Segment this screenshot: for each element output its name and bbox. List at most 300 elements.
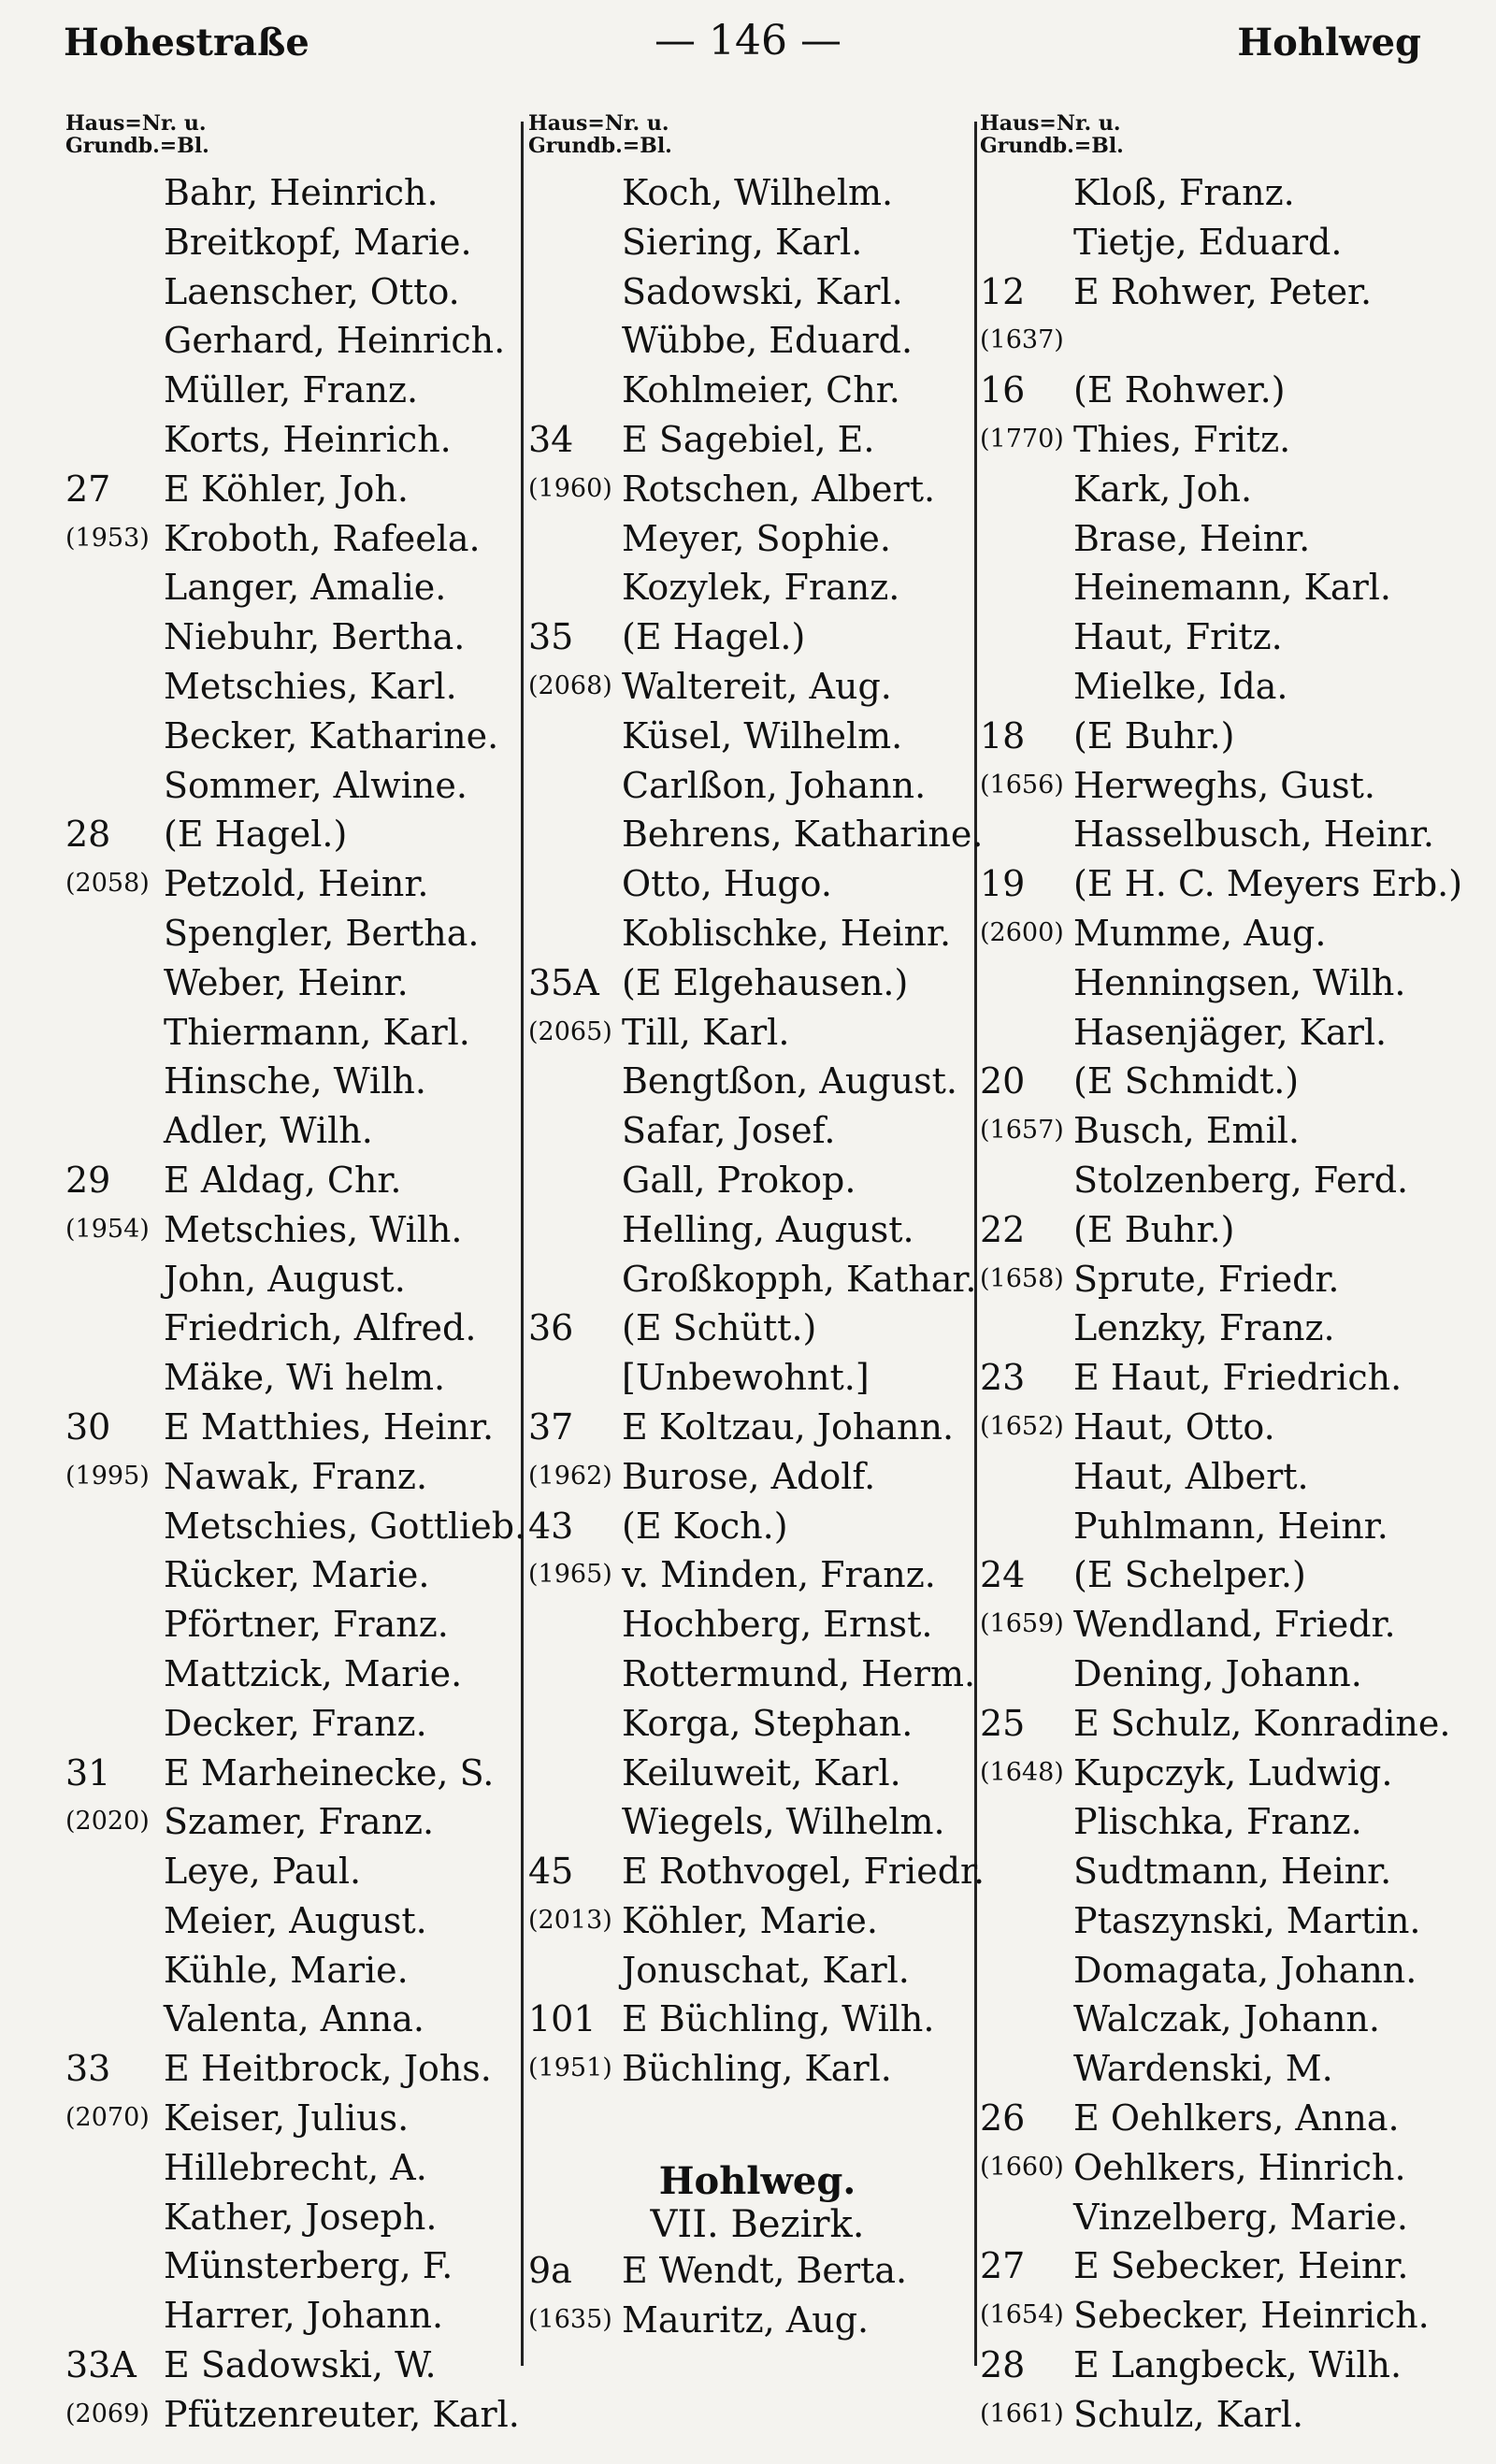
resident-name: Koblischke, Heinr. [622,912,952,954]
directory-entry [980,1896,1466,1946]
resident-name: Großkopph, Kathar. [622,1258,977,1300]
resident-name: Becker, Katharine. [164,714,499,756]
house-number: 27 [980,2245,1026,2287]
directory-entry [65,909,533,958]
house-number: 36 [528,1307,574,1349]
resident-name: Waltereit, Aug. [622,665,892,707]
directory-entry [528,1550,986,1600]
directory-entry [980,563,1466,612]
resident-name: Rücker, Marie. [164,1554,430,1596]
house-number: 29 [65,1159,111,1201]
directory-entry [65,859,533,909]
directory-entry [980,1600,1466,1650]
resident-name: Thiermann, Karl. [164,1011,470,1053]
column-header-line: Grundb.=Bl. [65,134,209,158]
directory-entry [65,1156,533,1205]
resident-name: John, August. [164,1258,406,1300]
resident-name: Lenzky, Franz. [1073,1307,1335,1349]
directory-entry [528,218,986,267]
column-header-line: Haus=Nr. u. [65,111,207,136]
directory-entry [980,1008,1466,1058]
resident-name: Spengler, Bertha. [164,912,480,954]
directory-entry [528,1057,986,1106]
house-number: 28 [980,2344,1026,2386]
house-number: 31 [65,1751,111,1794]
section-title: Hohlweg. [658,2159,856,2204]
house-number: 19 [980,863,1026,905]
directory-entry [528,1946,986,1996]
resident-name: Valenta, Anna. [164,1998,424,2040]
house-number: 9a [528,2250,572,2292]
resident-name: Kather, Joseph. [164,2196,438,2238]
resident-name: Mäke, Wi helm. [164,1357,446,1399]
land-register-number: (1995) [65,1461,150,1491]
column-header-line: Grundb.=Bl. [980,134,1124,158]
resident-name: Rottermund, Herm. [622,1652,976,1694]
directory-entry [65,662,533,712]
resident-name: (E Rohwer.) [1073,369,1286,411]
resident-name: E Marheinecke, S. [164,1751,495,1794]
directory-entry [980,2193,1466,2242]
resident-name: E Heitbrock, Johs. [164,2048,492,2090]
directory-entry [65,2143,533,2193]
directory-entry [65,1550,533,1600]
resident-name: E Köhler, Joh. [164,468,409,510]
directory-entry [528,1797,986,1847]
directory-entry [980,1304,1466,1353]
resident-name: Korts, Heinrich. [164,418,452,460]
resident-name: (E Schelper.) [1073,1554,1306,1596]
resident-name: Oehlkers, Hinrich. [1073,2146,1406,2188]
column-1 [65,112,533,2440]
directory-entry [65,1057,533,1106]
directory-entry [528,662,986,712]
directory-entry [528,1304,986,1353]
land-register-number: (1661) [980,2399,1064,2428]
running-head-left: Hohestraße [64,21,309,65]
resident-name: (E H. C. Meyers Erb.) [1073,863,1463,905]
resident-name: Büchling, Karl. [622,2048,892,2090]
directory-entry [980,1353,1466,1403]
resident-name: Otto, Hugo. [622,863,832,905]
land-register-number: (2013) [528,1905,612,1935]
resident-name: Gall, Prokop. [622,1159,856,1201]
resident-name: Herweghs, Gust. [1073,764,1375,806]
resident-name: E Rothvogel, Friedr. [622,1851,985,1893]
directory-entry [980,1699,1466,1749]
resident-name: Langer, Amalie. [164,567,447,609]
directory-entry [528,1353,986,1403]
directory-entry [980,218,1466,267]
directory-entry [65,1600,533,1650]
resident-name: Adler, Wilh. [164,1110,373,1152]
house-number: 12 [980,270,1026,312]
resident-name: Kloß, Franz. [1073,172,1295,213]
directory-entry [528,1847,986,1896]
directory-entry [980,761,1466,811]
directory-entry [980,1156,1466,1205]
directory-entry [65,2193,533,2242]
resident-name: Dening, Johann. [1073,1652,1362,1694]
directory-entry [528,1650,986,1699]
house-number: 16 [980,369,1026,411]
land-register-number: (2065) [528,1016,612,1046]
directory-entry [65,1205,533,1255]
directory-entry [65,316,533,366]
directory-entry [980,366,1466,415]
resident-name: Weber, Heinr. [164,961,409,1003]
resident-name: Vinzelberg, Marie. [1073,2196,1408,2238]
house-number: 28 [65,814,111,856]
resident-name: Sudtmann, Heinr. [1073,1851,1392,1893]
resident-name: Korga, Stephan. [622,1702,913,1744]
land-register-number: (1954) [65,1214,150,1244]
resident-name: (E Elgehausen.) [622,961,909,1003]
resident-name: Thies, Fritz. [1073,418,1291,460]
resident-name: Niebuhr, Bertha. [164,616,466,658]
resident-name: Schulz, Karl. [1073,2393,1304,2435]
land-register-number: (1637) [980,325,1064,355]
directory-entry [528,316,986,366]
resident-name: Laenscher, Otto. [164,270,460,312]
house-number: 33 [65,2048,111,2090]
directory-entry [980,2143,1466,2193]
resident-name: E Wendt, Berta. [622,2250,908,2292]
land-register-number: (1953) [65,523,150,553]
resident-name: Heinemann, Karl. [1073,567,1391,609]
directory-entry [980,662,1466,712]
directory-entry [980,267,1466,317]
land-register-number: (1635) [528,2304,612,2334]
directory-entry [528,1106,986,1156]
resident-name: E Sebecker, Heinr. [1073,2245,1409,2287]
land-register-number: (2068) [528,670,612,700]
directory-entry [65,612,533,662]
directory-entry [528,810,986,859]
directory-entry [980,1995,1466,2044]
resident-name: (E Koch.) [622,1505,788,1547]
house-number: 24 [980,1554,1026,1596]
directory-entry [65,1896,533,1946]
directory-entry [65,2291,533,2341]
directory-entry [65,2390,533,2440]
resident-name: Busch, Emil. [1073,1110,1300,1152]
directory-entry [65,1304,533,1353]
resident-name: Sebecker, Heinrich. [1073,2295,1430,2337]
house-number: 101 [528,1998,597,2040]
directory-entry [65,810,533,859]
resident-name: Mattzick, Marie. [164,1652,463,1694]
resident-name: Bengtßon, August. [622,1060,957,1102]
directory-entry [65,1353,533,1403]
directory-entry [65,958,533,1008]
resident-name: Sprute, Friedr. [1073,1258,1340,1300]
house-number: 37 [528,1405,574,1448]
directory-entry [980,168,1466,218]
resident-name: Müller, Franz. [164,369,419,411]
directory-entry [65,2044,533,2094]
entry-list [65,168,533,2440]
resident-name: Wardenski, M. [1073,2048,1333,2090]
resident-name: Wübbe, Eduard. [622,320,913,362]
house-number: 18 [980,714,1026,756]
directory-entry [65,2241,533,2291]
column-header-line: Haus=Nr. u. [980,111,1121,136]
resident-name: Leye, Paul. [164,1851,362,1893]
directory-entry [980,316,1466,366]
resident-name: Haut, Albert. [1073,1455,1309,1497]
directory-entry [65,1699,533,1749]
resident-name: Safar, Josef. [622,1110,836,1152]
directory-entry [980,810,1466,859]
directory-entry [65,1995,533,2044]
directory-entry [65,415,533,465]
land-register-number: (2070) [65,2103,150,2133]
directory-entry [528,2246,986,2296]
resident-name: Kark, Joh. [1073,468,1253,510]
house-number: 35 [528,616,574,658]
directory-entry [980,2341,1466,2390]
resident-name: (E Buhr.) [1073,714,1235,756]
resident-name: Metschies, Karl. [164,665,457,707]
directory-entry [980,415,1466,465]
resident-name: E Sagebiel, E. [622,418,875,460]
directory-entry [528,859,986,909]
directory-entry [528,267,986,317]
directory-entry [980,1057,1466,1106]
directory-entry [980,1452,1466,1502]
house-number: 27 [65,468,111,510]
resident-name: v. Minden, Franz. [622,1554,936,1596]
column-header-line: Grundb.=Bl. [528,134,672,158]
house-number: 30 [65,1405,111,1448]
house-number: 22 [980,1208,1026,1250]
land-register-number: (1660) [980,2152,1064,2182]
resident-name: Walczak, Johann. [1073,1998,1380,2040]
resident-name: Burose, Adolf. [622,1455,876,1497]
house-number: 43 [528,1505,574,1547]
directory-entry [980,612,1466,662]
resident-name: Tietje, Eduard. [1073,221,1343,263]
directory-entry [65,563,533,612]
directory-entry [65,1502,533,1551]
house-number: 34 [528,418,574,460]
resident-name: E Aldag, Chr. [164,1159,402,1201]
directory-entry [65,2341,533,2390]
column-2 [528,112,986,2345]
resident-name: Kühle, Marie. [164,1949,409,1991]
directory-entry [528,514,986,564]
resident-name: Breitkopf, Marie. [164,221,472,263]
resident-name: Köhler, Marie. [622,1899,878,1941]
directory-entry [980,1255,1466,1304]
resident-name: (E Hagel.) [622,616,806,658]
resident-name: (E Schütt.) [622,1307,817,1349]
house-number: 35A [528,961,599,1003]
resident-name: Petzold, Heinr. [164,863,429,905]
directory-entry [65,1749,533,1798]
house-number: 45 [528,1851,574,1893]
resident-name: Nawak, Franz. [164,1455,428,1497]
directory-entry [65,712,533,761]
column-header-line: Haus=Nr. u. [528,111,669,136]
directory-entry [980,2241,1466,2291]
resident-name: Hasselbusch, Heinr. [1073,814,1434,856]
land-register-number: (1951) [528,2053,612,2083]
directory-entry [65,218,533,267]
directory-entry [980,2390,1466,2440]
house-number: 26 [980,2097,1026,2140]
resident-name: Mauritz, Aug. [622,2298,870,2341]
land-register-number: (2058) [65,869,150,899]
land-register-number: (2069) [65,2399,150,2428]
house-number: 25 [980,1702,1026,1744]
resident-name: Meier, August. [164,1899,427,1941]
column-header [980,112,1466,157]
resident-name: Pfützenreuter, Karl. [164,2393,520,2435]
directory-entry [980,1650,1466,1699]
directory-entry [980,712,1466,761]
resident-name: Sommer, Alwine. [164,764,468,806]
directory-entry [528,2044,986,2094]
directory-entry [528,465,986,514]
resident-name: Metschies, Gottlieb. [164,1505,526,1547]
resident-name: Metschies, Wilh. [164,1208,463,1250]
spacer [528,2094,986,2159]
directory-entry [65,267,533,317]
resident-name: Mielke, Ida. [1073,665,1288,707]
directory-entry [980,958,1466,1008]
directory-entry [980,1847,1466,1896]
resident-name: Kupczyk, Ludwig. [1073,1751,1393,1794]
resident-name: Pförtner, Franz. [164,1604,449,1646]
resident-name: (E Hagel.) [164,814,348,856]
directory-entry [980,1502,1466,1551]
resident-name: [Unbewohnt.] [622,1357,870,1399]
directory-entry [528,415,986,465]
resident-name: E Büchling, Wilh. [622,1998,935,2040]
resident-name: Mumme, Aug. [1073,912,1327,954]
directory-entry [528,1995,986,2044]
resident-name: Domagata, Johann. [1073,1949,1417,1991]
directory-entry [528,168,986,218]
directory-entry [65,168,533,218]
resident-name: E Rohwer, Peter. [1073,270,1373,312]
directory-entry [528,563,986,612]
directory-entry [528,1403,986,1452]
directory-entry [528,1699,986,1749]
column-3 [980,112,1466,2440]
land-register-number: (1652) [980,1411,1064,1441]
resident-name: Haut, Otto. [1073,1405,1275,1448]
directory-entry [980,859,1466,909]
land-register-number: (1965) [528,1560,612,1590]
directory-entry [528,366,986,415]
directory-entry [528,909,986,958]
land-register-number: (2600) [980,917,1064,947]
resident-name: E Oehlkers, Anna. [1073,2097,1400,2140]
directory-entry [528,1156,986,1205]
resident-name: Siering, Karl. [622,221,863,263]
land-register-number: (1656) [980,770,1064,800]
directory-entry [65,1008,533,1058]
resident-name: Brase, Heinr. [1073,517,1311,559]
directory-entry [65,2094,533,2143]
directory-entry [528,1008,986,1058]
section-subtitle: VII. Bezirk. [650,2203,865,2247]
directory-entry [980,2291,1466,2341]
land-register-number: (2020) [65,1807,150,1837]
directory-entry [528,958,986,1008]
land-register-number: (1658) [980,1263,1064,1293]
resident-name: Friedrich, Alfred. [164,1307,477,1349]
resident-name: Till, Karl. [622,1011,790,1053]
land-register-number: (1659) [980,1609,1064,1639]
resident-name: Küsel, Wilhelm. [622,714,903,756]
house-number: 33A [65,2344,137,2386]
directory-entry [980,1946,1466,1996]
directory-entry [980,1205,1466,1255]
directory-entry [980,1749,1466,1798]
resident-name: Koch, Wilhelm. [622,172,894,213]
directory-entry [65,366,533,415]
resident-name: Kohlmeier, Chr. [622,369,900,411]
land-register-number: (1960) [528,473,612,503]
directory-entry [980,2044,1466,2094]
resident-name: Gerhard, Heinrich. [164,320,506,362]
directory-entry [528,712,986,761]
directory-entry [65,514,533,564]
resident-name: E Schulz, Konradine. [1073,1702,1451,1744]
directory-entry [528,1205,986,1255]
resident-name: Sadowski, Karl. [622,270,903,312]
land-register-number: (1657) [980,1116,1064,1146]
resident-name: Meyer, Sophie. [622,517,891,559]
house-number: 23 [980,1357,1026,1399]
resident-name: Wiegels, Wilhelm. [622,1801,945,1843]
resident-name: E Matthies, Heinr. [164,1405,495,1448]
directory-entry [528,1896,986,1946]
resident-name: Bahr, Heinrich. [164,172,439,213]
land-register-number: (1962) [528,1461,612,1491]
column-header [65,112,533,157]
resident-name: Jonuschat, Karl. [622,1949,910,1991]
resident-name: Szamer, Franz. [164,1801,435,1843]
resident-name: Münsterberg, F. [164,2245,453,2287]
resident-name: E Koltzau, Johann. [622,1405,955,1448]
directory-entry [528,1502,986,1551]
resident-name: (E Buhr.) [1073,1208,1235,1250]
resident-name: Harrer, Johann. [164,2295,444,2337]
entry-list [528,168,986,2094]
resident-name: Carlßon, Johann. [622,764,927,806]
land-register-number: (1648) [980,1757,1064,1787]
directory-entry [528,761,986,811]
directory-entry [65,1946,533,1996]
directory-entry [65,1847,533,1896]
directory-entry [65,1106,533,1156]
directory-entry [528,2296,986,2345]
directory-entry [65,1452,533,1502]
directory-entry [65,1403,533,1452]
resident-name: Hochberg, Ernst. [622,1604,933,1646]
column-header [528,112,986,157]
directory-entry [528,1255,986,1304]
resident-name: Puhlmann, Heinr. [1073,1505,1388,1547]
resident-name: Helling, August. [622,1208,914,1250]
resident-name: Hasenjäger, Karl. [1073,1011,1388,1053]
directory-entry [65,465,533,514]
